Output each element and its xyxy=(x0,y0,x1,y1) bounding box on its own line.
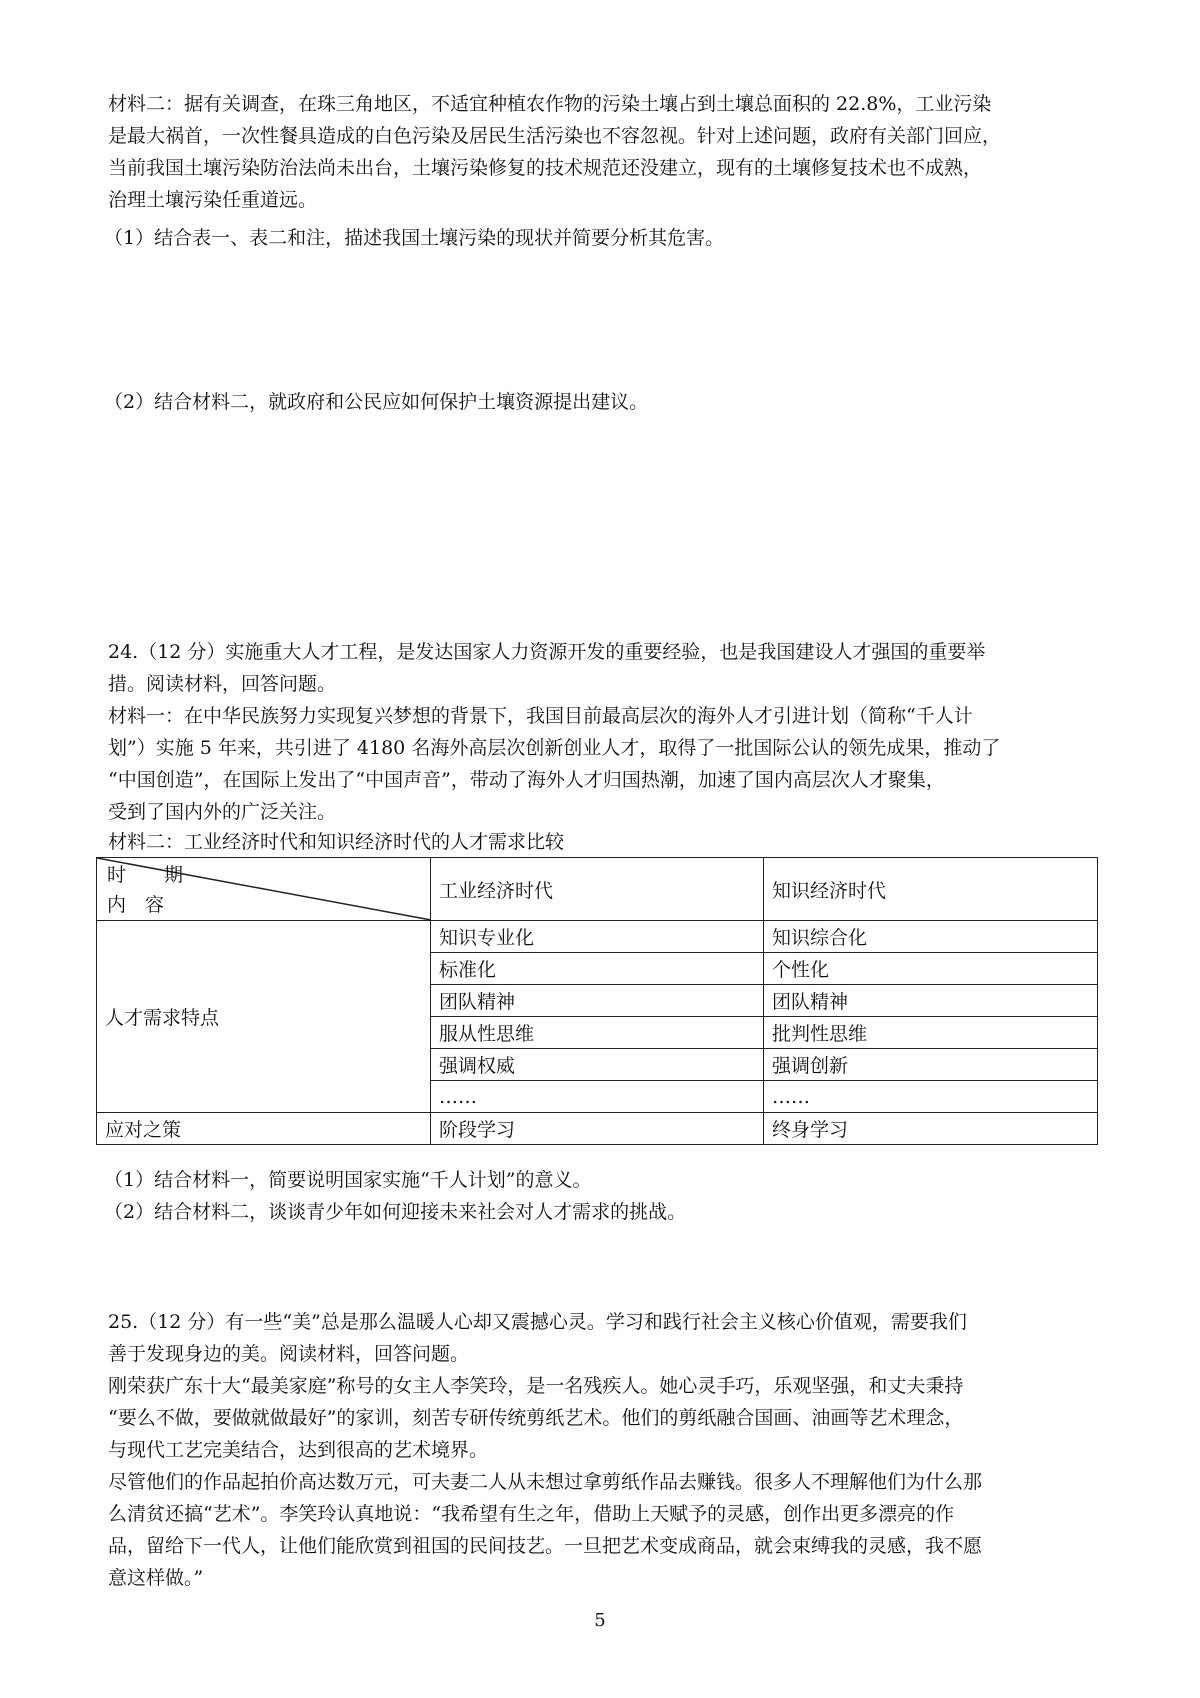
table-header-row xyxy=(97,858,1098,921)
text-line: 受到了国内外的广泛关注。 xyxy=(108,801,337,823)
table-cell: 强调创新 xyxy=(764,1049,1098,1081)
table-cell: 个性化 xyxy=(764,953,1098,985)
table-cell: …… xyxy=(431,1081,764,1113)
question-24-2: （2）结合材料二，谈谈青少年如何迎接未来社会对人才需求的挑战。 xyxy=(104,1201,687,1223)
text-line: 措。阅读材料，回答问题。 xyxy=(108,673,337,695)
corner-label-content: 内 容 xyxy=(107,894,165,916)
text-line: 意这样做。” xyxy=(108,1567,204,1589)
text-line: 品，留给下一代人，让他们能欣赏到祖国的民间技艺。一旦把艺术变成商品，就会束缚我的灵感，我不愿 xyxy=(108,1535,983,1557)
text-line: 划”）实施 5 年来，共引进了 4180 名海外高层次创新创业人才，取得了一批国际公认的领先成果，推动了 xyxy=(108,737,1001,759)
text-line: 与现代工艺完美结合，达到很高的艺术境界。 xyxy=(108,1439,489,1461)
question-23-2: （2）结合材料二，就政府和公民应如何保护土壤资源提出建议。 xyxy=(104,391,649,413)
table-cell: 标准化 xyxy=(431,953,764,985)
text-line: 是最大祸首，一次性餐具造成的白色污染及居民生活污染也不容忽视。针对上述问题，政府有关部门回应， xyxy=(108,125,1002,147)
row-label-policy: 应对之策 xyxy=(97,1113,431,1145)
table-cell: 知识综合化 xyxy=(764,921,1098,953)
text-line: 25.（12 分）有一些“美”总是那么温暖人心却又震撼心灵。学习和践行社会主义核心价值观，需要我们 xyxy=(108,1311,967,1333)
table-cell: 强调权威 xyxy=(431,1049,764,1081)
table-cell: 终身学习 xyxy=(764,1113,1098,1145)
col-header-industrial: 工业经济时代 xyxy=(431,858,764,921)
text-line: “要么不做，要做就做最好”的家训，刻苦专研传统剪纸艺术。他们的剪纸融合国画、油画等艺术理念， xyxy=(108,1407,964,1429)
table-cell: 批判性思维 xyxy=(764,1017,1098,1049)
text-line: 刚荣获广东十大“最美家庭”称号的女主人李笑玲，是一名残疾人。她心灵手巧，乐观坚强，和丈夫秉持 xyxy=(108,1375,964,1397)
table-cell: 阶段学习 xyxy=(431,1113,764,1145)
question-23-1: （1）结合表一、表二和注，描述我国土壤污染的现状并简要分析其危害。 xyxy=(104,227,725,249)
text-line: 24.（12 分）实施重大人才工程，是发达国家人力资源开发的重要经验，也是我国建设人才强国的重要举 xyxy=(108,641,986,663)
corner-cell xyxy=(97,858,431,921)
question-24-1: （1）结合材料一，简要说明国家实施“千人计划”的意义。 xyxy=(104,1169,592,1191)
corner-label-period: 时 期 xyxy=(107,864,184,886)
text-line: 么清贫还搞“艺术”。李笑玲认真地说：“我希望有生之年，借助上天赋予的灵感，创作出更多漂亮的作 xyxy=(108,1503,955,1525)
table-caption: 材料二：工业经济时代和知识经济时代的人才需求比较 xyxy=(108,831,565,853)
table-cell: 服从性思维 xyxy=(431,1017,764,1049)
table-row xyxy=(97,1113,1098,1145)
table-cell: 团队精神 xyxy=(764,985,1098,1017)
text-line: 尽管他们的作品起拍价高达数万元，可夫妻二人从未想过拿剪纸作品去赚钱。很多人不理解他们为什么那 xyxy=(108,1471,983,1493)
text-line: 材料一：在中华民族努力实现复兴梦想的背景下，我国目前最高层次的海外人才引进计划（简称“千人计 xyxy=(108,705,973,727)
text-line: 治理土壤污染任重道远。 xyxy=(108,189,318,211)
row-label-traits: 人才需求特点 xyxy=(97,921,431,1113)
text-line: “中国创造”，在国际上发出了“中国声音”，带动了海外人才归国热潮，加速了国内高层次人才聚集， xyxy=(108,769,945,791)
table-cell: 知识专业化 xyxy=(431,921,764,953)
text-line: 当前我国土壤污染防治法尚未出台，土壤污染修复的技术规范还没建立，现有的土壤修复技术也不成熟， xyxy=(108,157,983,179)
col-header-knowledge: 知识经济时代 xyxy=(764,858,1098,921)
table-cell: …… xyxy=(764,1081,1098,1113)
page-number: 5 xyxy=(594,1610,606,1631)
talent-comparison-table xyxy=(96,857,1098,1145)
table-row xyxy=(97,921,1098,953)
text-line: 善于发现身边的美。阅读材料，回答问题。 xyxy=(108,1343,470,1365)
text-line: 材料二：据有关调查，在珠三角地区，不适宜种植农作物的污染土壤占到土壤总面积的 22.8%，工业污染 xyxy=(108,93,992,115)
table-cell: 团队精神 xyxy=(431,985,764,1017)
